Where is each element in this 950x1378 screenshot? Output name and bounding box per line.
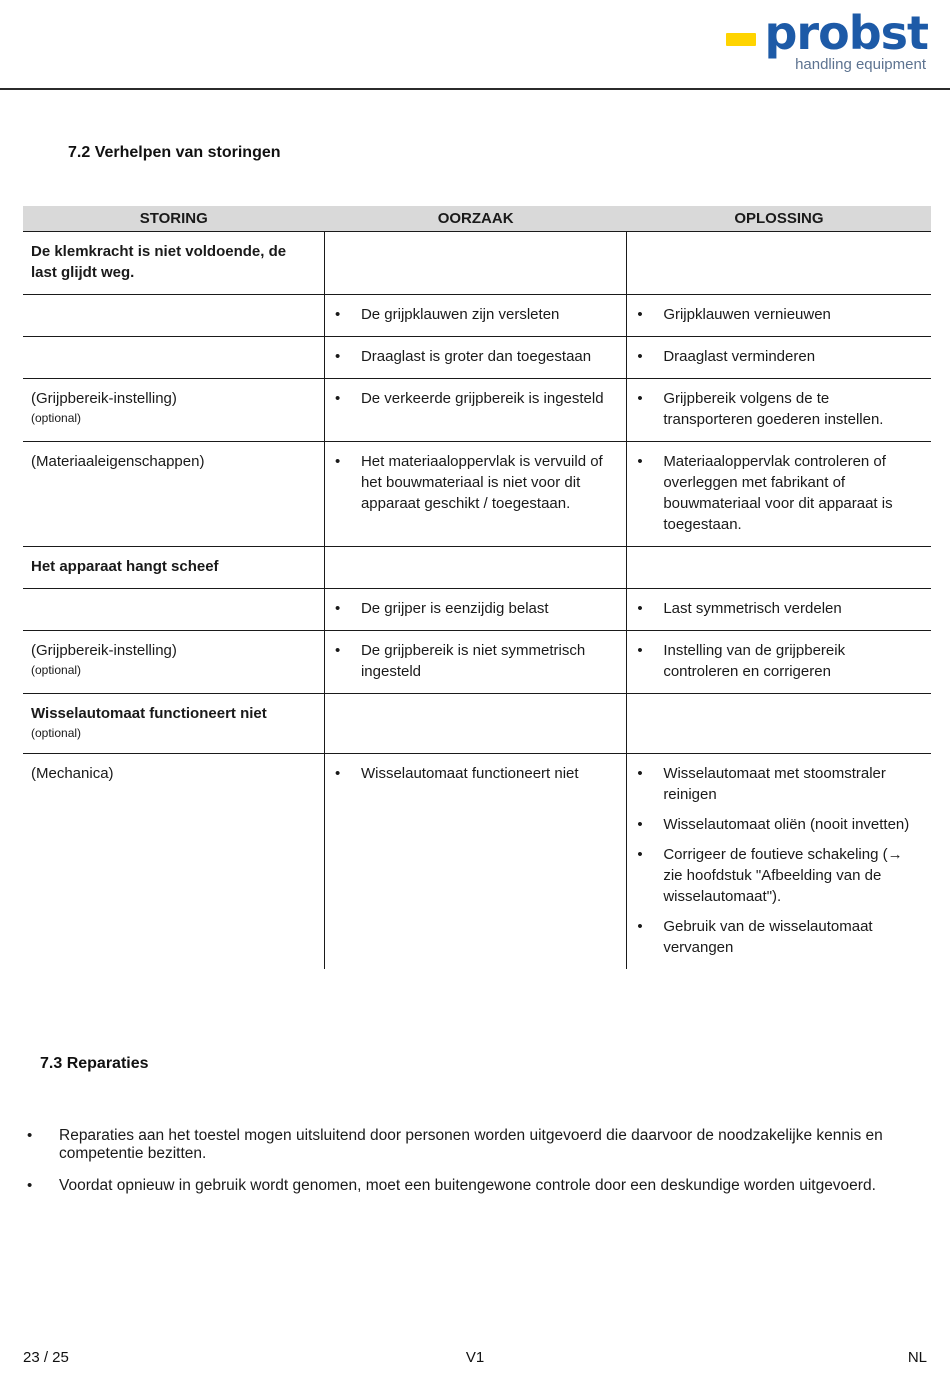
column-header-oplossing: OPLOSSING [627, 206, 931, 232]
bullet-icon: • [637, 845, 643, 863]
bullet-icon: • [637, 348, 643, 365]
bullet-text: Materiaaloppervlak controleren of overleggen met fabrikant of bouwmateriaal voor dit apparaat is toegestaan. [663, 453, 893, 533]
cell-oorzaak [324, 547, 626, 589]
cell-storing [23, 232, 324, 295]
page-number: 23 / 25 [23, 1349, 69, 1366]
bullet-icon: • [334, 390, 341, 407]
bullet-row [331, 598, 616, 619]
cell-storing [23, 337, 324, 379]
logo-tagline: handling equipment [795, 56, 926, 73]
cell-oorzaak [324, 337, 626, 379]
cell-oorzaak [324, 631, 626, 694]
bullet-text: Voordat opnieuw in gebruik wordt genomen, moet een buitengewone controle door een deskundige worden uitgevoerd. [59, 1176, 876, 1194]
bullet-text: De grijpbereik is niet symmetrisch ingesteld [360, 642, 586, 680]
table-row [23, 379, 931, 442]
column-header-storing: STORING [23, 206, 324, 232]
bullet-icon: • [334, 453, 341, 470]
cell-oplossing [627, 295, 931, 337]
bullet-icon: • [334, 306, 341, 323]
cell-oorzaak [324, 589, 626, 631]
bullet-text: De grijper is eenzijdig belast [360, 600, 549, 617]
document-version: V1 [465, 1349, 485, 1366]
table-row [23, 694, 931, 754]
bullet-row [633, 844, 921, 907]
bullet-row [331, 346, 616, 367]
cell-oplossing [627, 631, 931, 694]
cell-oplossing [627, 547, 931, 589]
cell-oorzaak [324, 694, 626, 754]
bullet-row [331, 388, 616, 409]
bullet-text: De grijpklauwen zijn versleten [360, 306, 560, 323]
table-row [23, 232, 931, 295]
storing-text: Wisselautomaat functioneert niet [31, 705, 267, 722]
troubleshooting-table [23, 206, 931, 969]
cell-oplossing [627, 232, 931, 295]
storing-text: (Grijpbereik-instelling) [31, 642, 177, 659]
bullet-text: Gebruik van de wisselautomaat vervangen [663, 917, 873, 956]
cell-storing [23, 379, 324, 442]
bullet-text: Last symmetrisch verdelen [663, 600, 842, 617]
bullet-text: Wisselautomaat functioneert niet [360, 764, 579, 782]
storing-text: Het apparaat hangt scheef [31, 558, 219, 575]
table-row [23, 753, 931, 969]
bullet-text: Grijpbereik volgens de te transporteren goederen instellen. [663, 390, 884, 428]
table-header [23, 206, 931, 232]
page-footer [23, 1349, 927, 1366]
logo-brand-text: probst [764, 6, 928, 60]
page-header [0, 0, 950, 90]
cell-oorzaak [324, 379, 626, 442]
bullet-row [633, 598, 921, 619]
logo-dash-icon [726, 33, 756, 46]
storing-note: (optional) [31, 411, 82, 425]
section-title-7-2: 7.2 Verhelpen van storingen [68, 144, 281, 161]
bullet-icon: • [27, 1126, 33, 1144]
bullet-row [633, 304, 921, 325]
table-row [23, 337, 931, 379]
bullet-text: Draaglast verminderen [663, 348, 816, 365]
table-body [23, 232, 931, 969]
table-row [23, 589, 931, 631]
cell-storing [23, 631, 324, 694]
bullet-text: Draaglast is groter dan toegestaan [360, 348, 592, 365]
bullet-text: Grijpklauwen vernieuwen [663, 306, 831, 323]
storing-text: (Materiaaleigenschappen) [31, 453, 205, 470]
bullet-text: Het materiaaloppervlak is vervuild of het bouwmateriaal is niet voor dit apparaat geschikt / toegestaan. [360, 453, 603, 512]
language-code: NL [907, 1349, 927, 1366]
bullet-row [23, 1127, 927, 1163]
bullet-icon: • [637, 815, 643, 833]
bullet-row [331, 763, 616, 784]
cell-oplossing [627, 442, 931, 547]
bullet-row [633, 388, 921, 430]
cell-oplossing [627, 379, 931, 442]
bullet-icon: • [334, 764, 341, 782]
repairs-bullet-list [23, 1127, 927, 1195]
logo-row [726, 6, 928, 60]
bullet-row [23, 1177, 927, 1195]
bullet-icon: • [637, 306, 643, 323]
bullet-row [633, 640, 921, 682]
bullet-row [633, 814, 921, 835]
bullet-text: Wisselautomaat met stoomstraler reinigen [663, 764, 886, 803]
bullet-icon: • [637, 390, 643, 407]
cell-oorzaak [324, 442, 626, 547]
table-row [23, 442, 931, 547]
table-row [23, 631, 931, 694]
table-row [23, 295, 931, 337]
bullet-icon: • [334, 600, 341, 617]
table-row [23, 547, 931, 589]
bullet-text: Reparaties aan het toestel mogen uitsluitend door personen worden uitgevoerd die daarvoor de noodzakelijke kennis en competentie bezitten. [59, 1126, 883, 1162]
bullet-row [331, 451, 616, 514]
table-header-row [23, 206, 931, 232]
cell-oplossing [627, 753, 931, 969]
bullet-row [331, 304, 616, 325]
storing-text: (Mechanica) [31, 764, 114, 782]
bullet-text: Instelling van de grijpbereik controleren en corrigeren [663, 642, 846, 680]
section-title-7-3: 7.3 Reparaties [40, 1054, 149, 1072]
bullet-icon: • [637, 764, 643, 782]
cell-oorzaak [324, 753, 626, 969]
storing-text: (Grijpbereik-instelling) [31, 390, 177, 407]
bullet-row [633, 916, 921, 958]
bullet-row [633, 346, 921, 367]
cell-oorzaak [324, 295, 626, 337]
bullet-text: Wisselautomaat oliën (nooit invetten) [663, 815, 910, 833]
bullet-icon: • [334, 348, 341, 365]
storing-note: (optional) [31, 726, 82, 740]
cell-storing [23, 442, 324, 547]
bullet-text: Corrigeer de foutieve schakeling (→ zie hoofdstuk "Afbeelding van de wisselautomaat"). [663, 845, 903, 905]
cell-storing [23, 753, 324, 969]
storing-text: De klemkracht is niet voldoende, de last glijdt weg. [31, 243, 287, 281]
cell-storing [23, 547, 324, 589]
bullet-icon: • [637, 453, 643, 470]
storing-note: (optional) [31, 663, 82, 677]
bullet-row [633, 451, 921, 535]
bullet-text: De verkeerde grijpbereik is ingesteld [360, 390, 604, 407]
cell-oplossing [627, 337, 931, 379]
cell-storing [23, 694, 324, 754]
bullet-icon: • [637, 600, 643, 617]
cell-oplossing [627, 589, 931, 631]
bullet-icon: • [637, 642, 643, 659]
probst-logo [726, 6, 928, 73]
cell-storing [23, 295, 324, 337]
bullet-row [331, 640, 616, 682]
cell-oorzaak [324, 232, 626, 295]
bullet-icon: • [637, 917, 643, 935]
bullet-icon: • [27, 1176, 33, 1194]
cell-oplossing [627, 694, 931, 754]
column-header-oorzaak: OORZAAK [324, 206, 626, 232]
cell-storing [23, 589, 324, 631]
bullet-row [633, 763, 921, 805]
bullet-icon: • [334, 642, 341, 659]
